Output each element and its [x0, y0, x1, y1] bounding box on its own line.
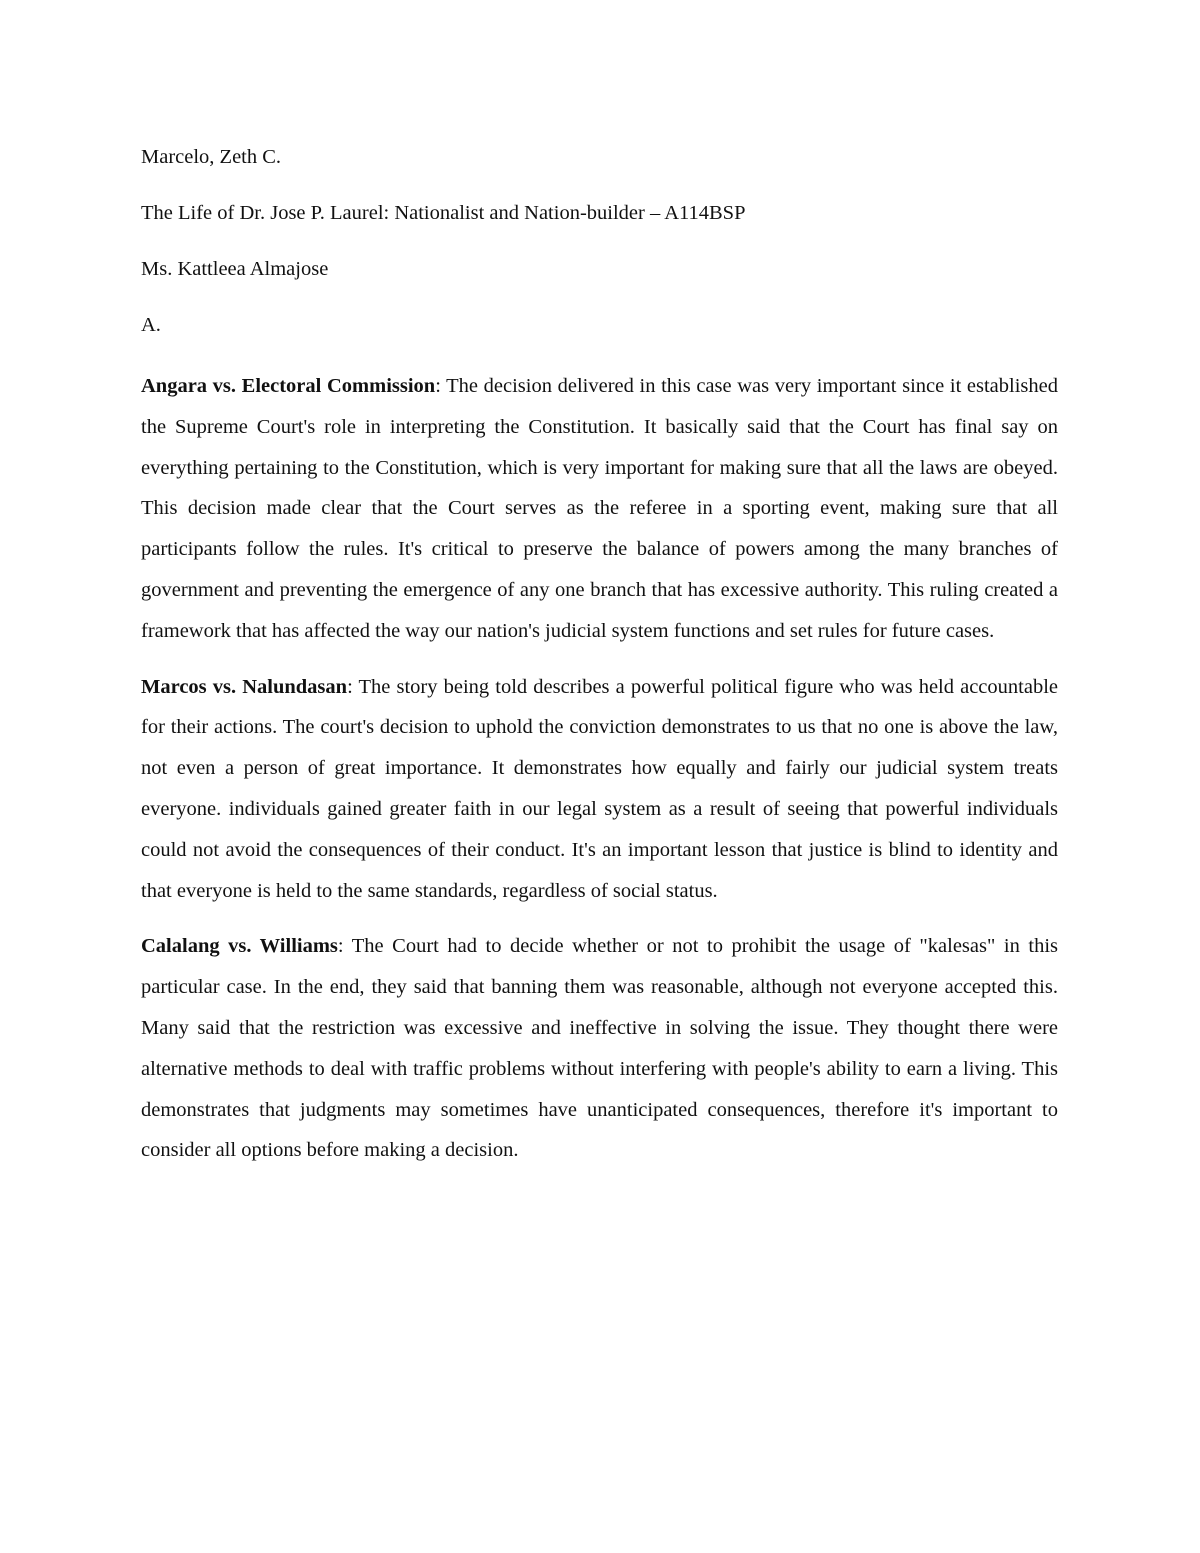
course-title: The Life of Dr. Jose P. Laurel: Nationalist and Nation-builder – A114BSP [141, 202, 746, 224]
case-name: Marcos vs. Nalundasan [141, 675, 348, 698]
document-content [141, 142, 1058, 1186]
case-body: : The Court had to decide whether or not to prohibit the usage of "kalesas" in this particular case. In the end, they said that banning them was reasonable, although not everyone accepted this. Many said that the restriction was excessive and ineffective in solving the issue. They thought there were alternative methods to deal with traffic problems without interfering with people's ability to earn a living. This demonstrates that judgments may sometimes have unanticipated consequences, therefore it's important to consider all options before making a decision. [141, 935, 1058, 1162]
case-name: Angara vs. Electoral Commission [141, 375, 436, 397]
case-body: : The story being told describes a powerful political figure who was held accountable for their actions. The court's decision to uphold the conviction demonstrates to us that no one is above the law, not even a person of great importance. It demonstrates how equally and fairly our judicial system treats everyone. individuals gained greater faith in our legal system as a result of seeing that powerful individuals could not avoid the consequences of their conduct. It's an important lesson that justice is blind to identity and that everyone is held to the same standards, regardless of social status. [141, 675, 1058, 902]
case-paragraph-marcos [141, 667, 1058, 912]
case-body: : The decision delivered in this case was very important since it established the Supreme Court's role in interpreting the Constitution. It basically said that the Court has final say on everything pertaining to the Constitution, which is very important for making sure that all the laws are obeyed. This decision made clear that the Court serves as the referee in a sporting event, making sure that all participants follow the rules. It's critical to preserve the balance of powers among the many branches of government and preventing the emergence of any one branch that has excessive authority. This ruling created a framework that has affected the way our nation's judicial system functions and set rules for future cases. [141, 375, 1058, 642]
section-label: A. [141, 314, 161, 336]
case-paragraph-calalang [141, 926, 1058, 1171]
instructor-name: Ms. Kattleea Almajose [141, 258, 329, 280]
case-name: Calalang vs. Williams [141, 935, 338, 958]
student-name: Marcelo, Zeth C. [141, 146, 282, 168]
case-paragraph-angara [141, 366, 1058, 652]
